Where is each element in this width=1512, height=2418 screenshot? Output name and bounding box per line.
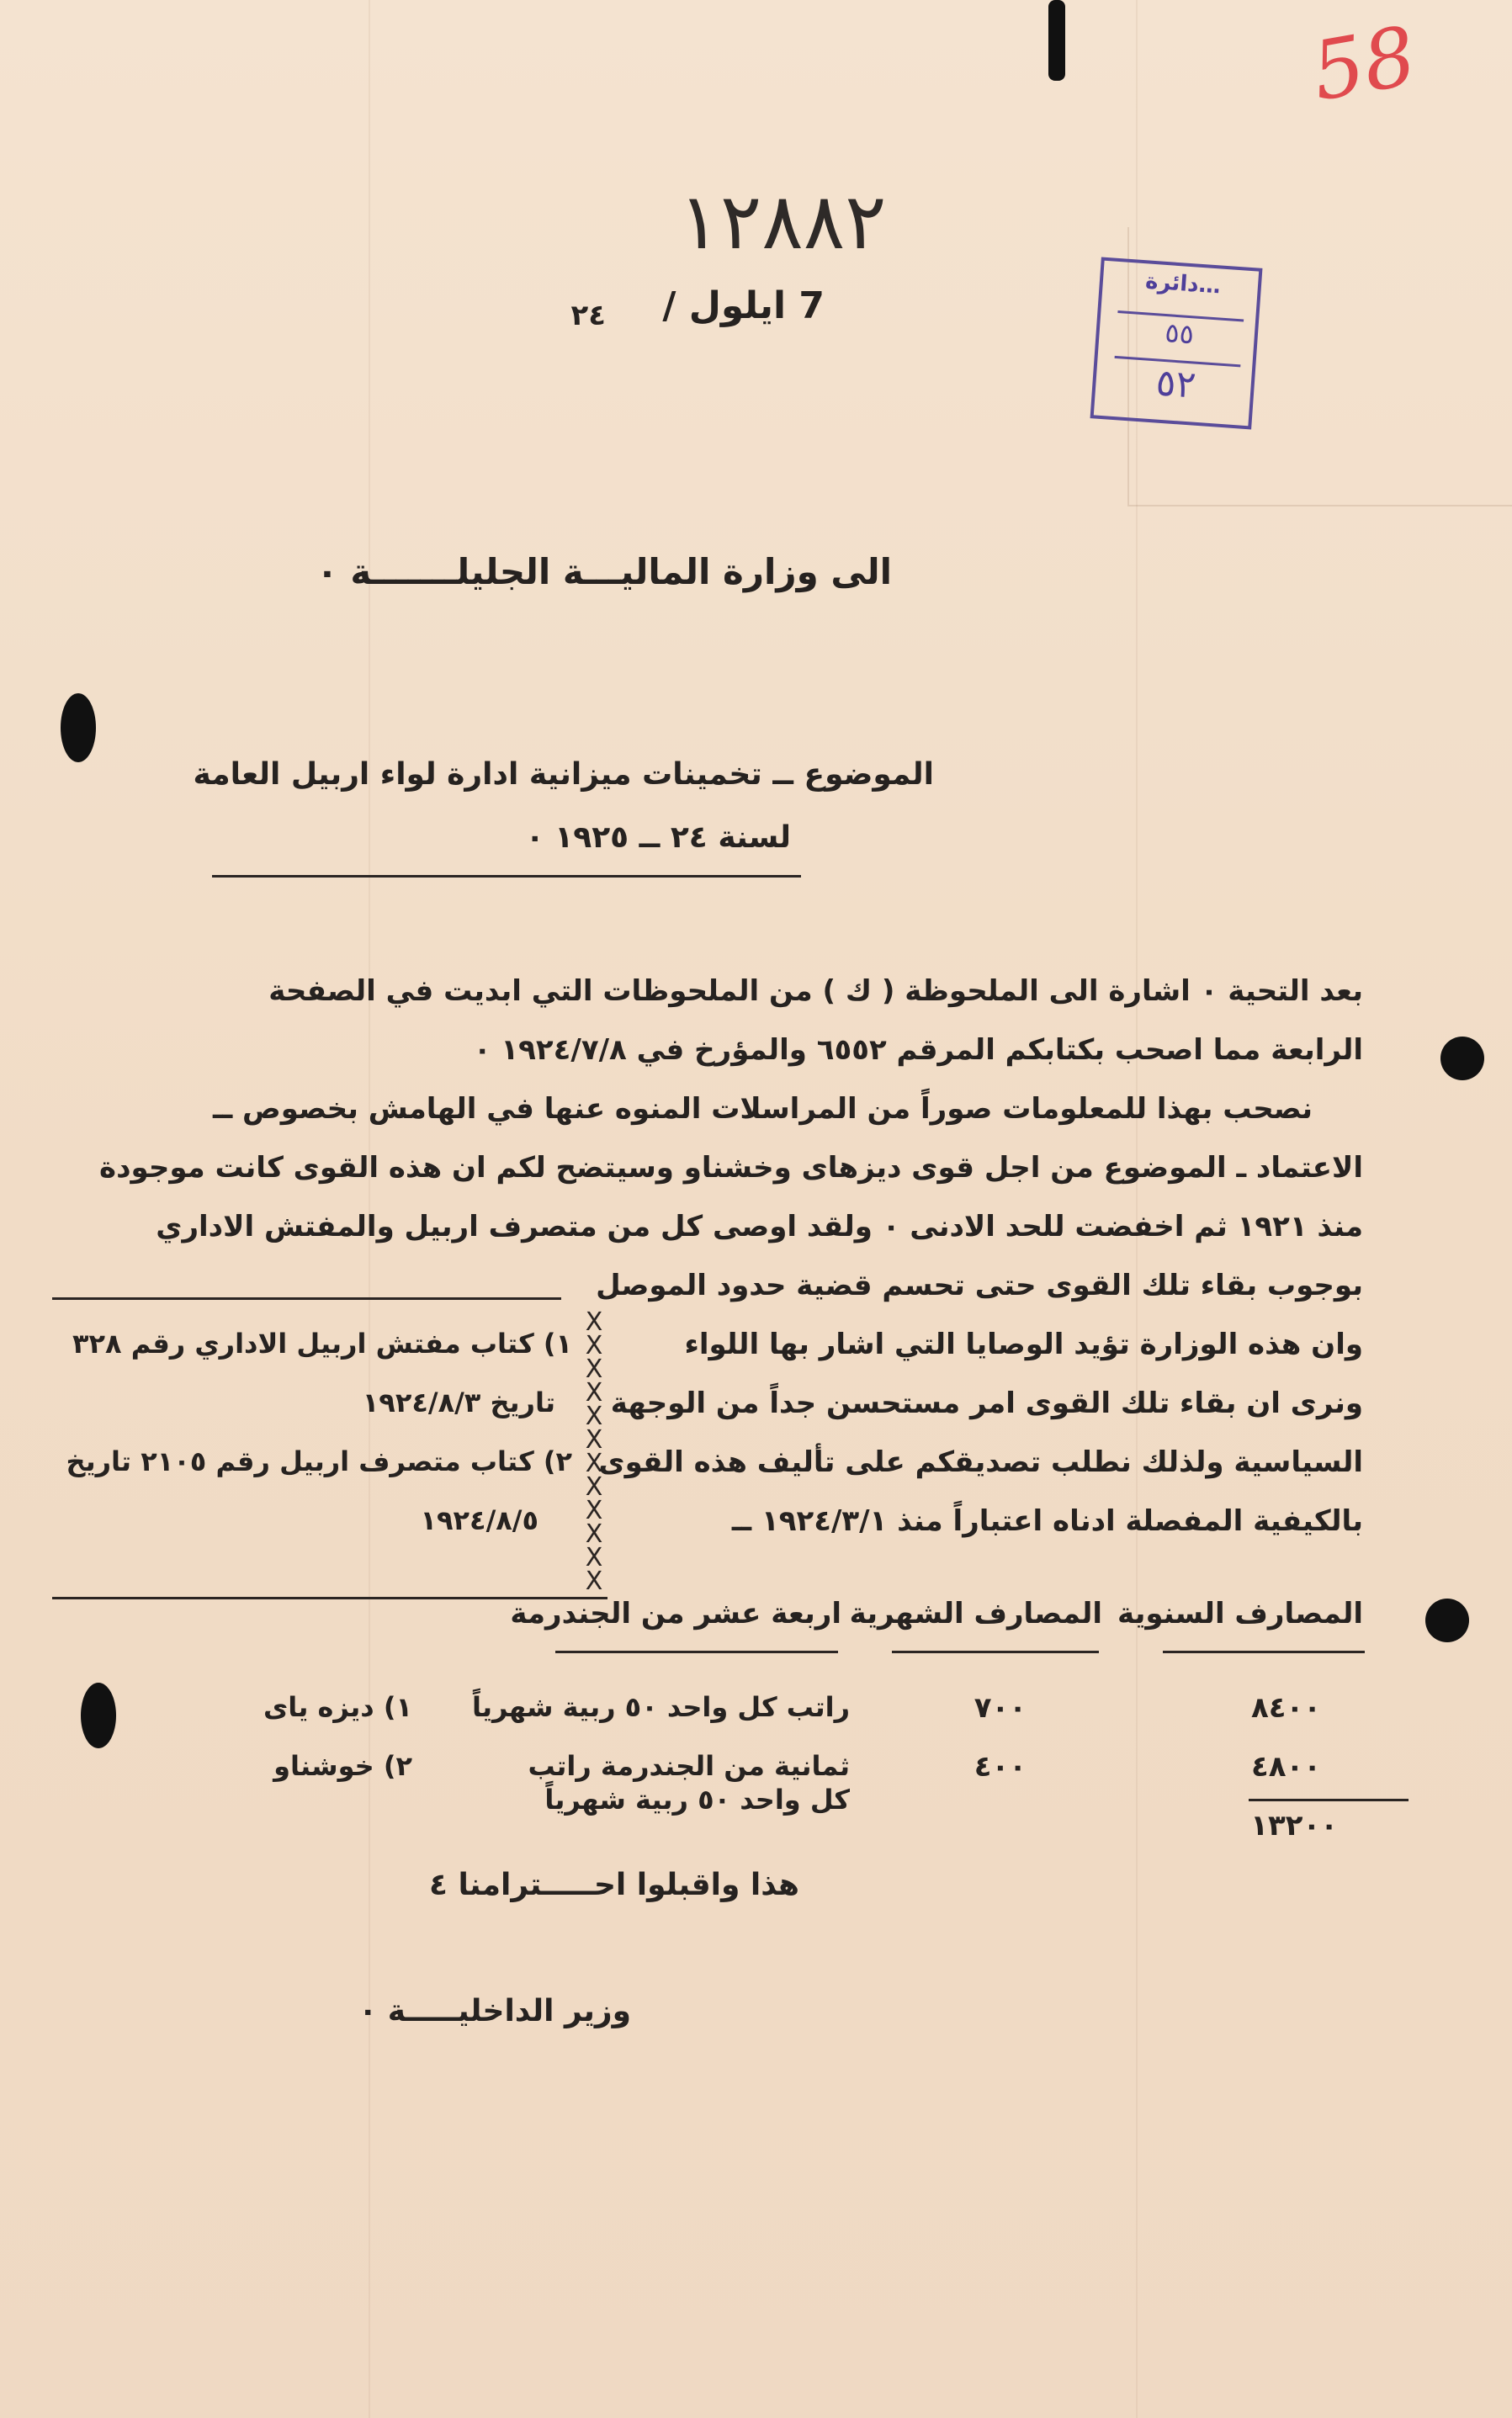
header-underline — [1163, 1651, 1365, 1653]
margin-note: ١٩٢٤/٨/٥ — [420, 1504, 538, 1536]
margin-separator — [52, 1297, 561, 1300]
body-line: بعد التحية ٠ اشارة الى الملحوظة ( ك ) من الملحوظات التي ابديت في الصفحة — [268, 974, 1363, 1008]
subject-line: الموضوع ــ تخمينات ميزانية ادارة لواء اربيل العامة — [193, 757, 934, 792]
binder-hole — [1440, 1037, 1484, 1080]
table-header-monthly: المصارف الشهرية — [849, 1597, 1102, 1631]
header-underline — [555, 1651, 838, 1653]
stamp-line: ٥٢ — [1111, 356, 1240, 417]
body-line: بالكيفية المفصلة ادناه اعتباراً منذ ١٩٢٤/٣/١ ــ — [731, 1504, 1363, 1538]
header-underline — [892, 1651, 1099, 1653]
row-name: ١) ديزه ياى — [263, 1691, 412, 1723]
row-description: كل واحد ٥٠ ربية شهرياً — [544, 1784, 850, 1816]
binder-hole — [1425, 1599, 1469, 1642]
row-monthly: ٧٠٠ — [974, 1691, 1027, 1725]
body-line: بوجوب بقاء تلك القوى حتى تحسم قضية حدود الموصل — [596, 1269, 1363, 1302]
doc-date-month: 7 ايلول / — [662, 284, 825, 327]
stamp-line: ٥٥ — [1115, 310, 1244, 357]
margin-note: ٢) كتاب متصرف اربيل رقم ٢١٠٥ تاريخ — [66, 1445, 572, 1477]
signature-title: وزير الداخليـــــة ٠ — [358, 1994, 631, 2028]
row-annual: ٨٤٠٠ — [1250, 1691, 1321, 1725]
binder-hole — [81, 1683, 116, 1748]
total-rule — [1249, 1799, 1409, 1801]
body-line: منذ ١٩٢١ ثم اخفضت للحد الادنى ٠ ولقد اوصى كل من متصرف اربيل والمفتش الاداري — [156, 1210, 1363, 1243]
binder-hole — [61, 693, 96, 762]
margin-divider: X X X X X X X X X X X X — [585, 1307, 603, 1596]
stamp-line: …دائرة — [1144, 268, 1222, 300]
body-line: وان هذه الوزارة تؤيد الوصايا التي اشار بها اللواء — [684, 1328, 1363, 1361]
table-header-annual: المصارف السنوية — [1117, 1597, 1363, 1631]
body-line: ونرى ان بقاء تلك القوى امر مستحسن جداً من الوجهة — [610, 1387, 1363, 1420]
body-line: السياسية ولذلك نطلب تصديقكم على تأليف هذه القوى — [598, 1445, 1363, 1479]
file-number: ١٢٨٨٢ — [678, 177, 887, 267]
body-line: الاعتماد ـ الموضوع من اجل قوى ديزهاى وخشناو وسيتضح لكم ان هذه القوى كانت موجودة — [99, 1151, 1363, 1185]
closing-line: هذا واقبلوا احـــــترامنا ٤ — [428, 1868, 799, 1902]
row-description: ثمانية من الجندرمة راتب — [528, 1750, 850, 1782]
subject-line: لسنة ٢٤ ــ ١٩٢٥ ٠ — [525, 820, 791, 855]
row-description: راتب كل واحد ٥٠ ربية شهرياً — [471, 1691, 850, 1723]
addressee: الى وزارة الماليـــة الجليلـــــــة ٠ — [316, 551, 892, 592]
corner-folio-number: 58 — [1305, 8, 1423, 119]
margin-note: ١) كتاب مفتش اربيل الاداري رقم ٣٢٨ — [72, 1328, 572, 1360]
total-amount: ١٣٢٠٠ — [1250, 1809, 1338, 1843]
binder-hole — [1048, 0, 1065, 81]
paper-fold — [369, 0, 370, 2418]
row-annual: ٤٨٠٠ — [1250, 1750, 1321, 1784]
body-line: الرابعة مما اصحب بكتابكم المرقم ٦٥٥٢ والمؤرخ في ١٩٢٤/٧/٨ ٠ — [473, 1033, 1363, 1067]
doc-reference: ٢٤ — [570, 299, 606, 332]
row-monthly: ٤٠٠ — [974, 1750, 1027, 1784]
registry-stamp — [1090, 257, 1263, 430]
margin-note: تاريخ ١٩٢٤/٨/٣ — [362, 1387, 555, 1418]
body-line: نصحب بهذا للمعلومات صوراً من المراسلات المنوه عنها في الهامش بخصوص ــ — [212, 1092, 1313, 1126]
table-header-forces: اربعة عشر من الجندرمة — [510, 1597, 841, 1631]
row-name: ٢) خوشناو — [273, 1750, 412, 1782]
subject-underline — [212, 875, 801, 878]
